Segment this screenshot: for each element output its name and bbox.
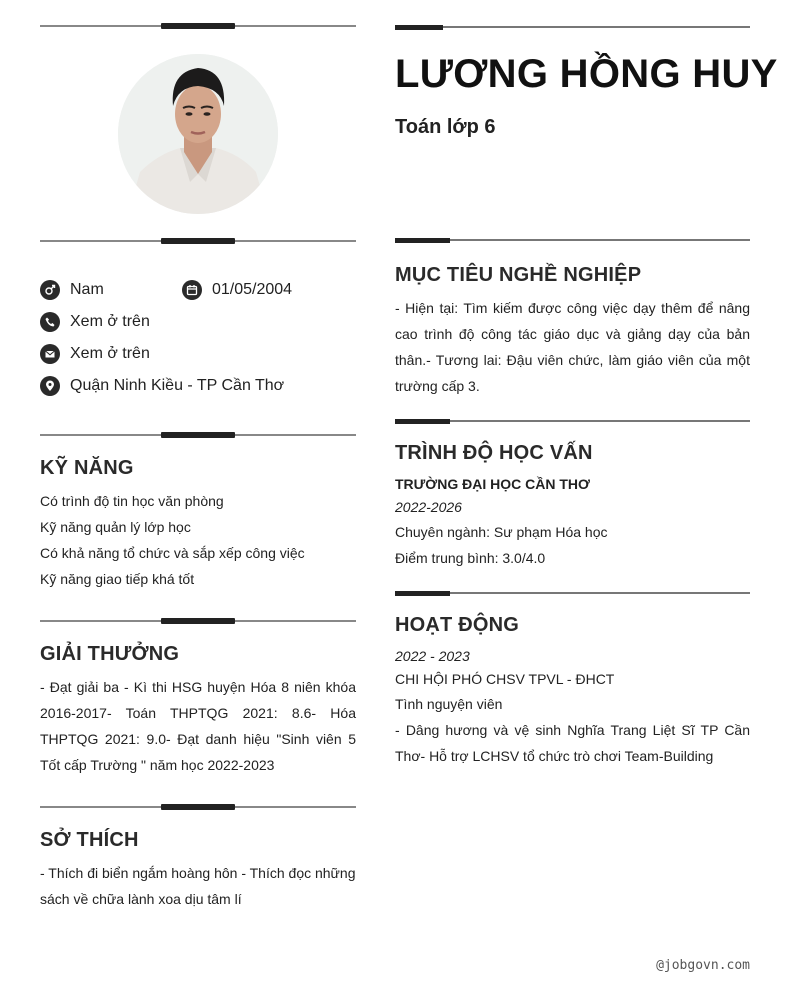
- info-email: [40, 342, 150, 366]
- info-address: [40, 374, 284, 398]
- candidate-name: LƯƠNG HỒNG HUY: [395, 52, 778, 96]
- divider: [395, 238, 750, 243]
- skills-list: [40, 488, 356, 592]
- divider: [395, 419, 750, 424]
- address-text: Quận Ninh Kiều - TP Cần Thơ: [70, 377, 285, 394]
- awards-title: GIẢI THƯỞNG: [40, 643, 180, 665]
- info-birthdate: [182, 278, 292, 302]
- info-gender: [40, 278, 104, 302]
- skill-item: Kỹ năng quản lý lớp học: [40, 519, 191, 535]
- education-major: Chuyên ngành: Sư phạm Hóa học: [395, 524, 608, 540]
- phone-icon: [40, 312, 60, 332]
- activities-title: HOẠT ĐỘNG: [395, 614, 520, 636]
- info-phone: [40, 310, 150, 334]
- divider: [395, 25, 750, 30]
- divider: [40, 618, 356, 624]
- avatar-image: [118, 54, 278, 214]
- divider: [40, 432, 356, 438]
- education-title: TRÌNH ĐỘ HỌC VẤN: [395, 442, 593, 464]
- applied-position: Toán lớp 6: [395, 116, 496, 138]
- education-period: 2022-2026: [395, 499, 462, 515]
- birthdate-text: 01/05/2004: [212, 281, 293, 298]
- objective-title: MỤC TIÊU NGHỀ NGHIỆP: [395, 264, 642, 286]
- divider: [395, 591, 750, 596]
- skill-item: Có khả năng tổ chức và sắp xếp công việc: [40, 545, 305, 561]
- activity-description: - Dâng hương và vệ sinh Nghĩa Trang Liệt Sĩ TP Cần Thơ- Hỗ trợ LCHSV tổ chức trò chơi Team-Building: [395, 722, 750, 764]
- school-name: TRƯỜNG ĐẠI HỌC CẦN THƠ: [395, 476, 590, 492]
- gender-icon: [40, 280, 60, 300]
- email-text: Xem ở trên: [70, 345, 150, 362]
- divider: [40, 23, 356, 29]
- email-icon: [40, 344, 60, 364]
- activity-role: Tình nguyện viên: [395, 696, 503, 712]
- activity-period: 2022 - 2023: [395, 648, 470, 664]
- gender-text: Nam: [70, 281, 104, 298]
- skill-item: Kỹ năng giao tiếp khá tốt: [40, 571, 195, 587]
- phone-text: Xem ở trên: [70, 313, 150, 330]
- hobbies-text: - Thích đi biển ngắm hoàng hôn - Thích đọc những sách về chữa lành xoa dịu tâm lí: [40, 865, 356, 907]
- awards-text: - Đạt giải ba - Kì thi HSG huyện Hóa 8 niên khóa 2016-2017- Toán THPTQG 2021: 8.6- Hóa THPTQG 2021: 9.0- Đạt danh hiệu "Sinh viên 5 Tốt cấp Trường " năm học 2022-2023: [40, 679, 356, 773]
- skills-title: KỸ NĂNG: [40, 457, 134, 479]
- hobbies-title: SỞ THÍCH: [40, 829, 139, 851]
- calendar-icon: [182, 280, 202, 300]
- activity-organization: CHI HỘI PHÓ CHSV TPVL - ĐHCT: [395, 671, 615, 687]
- objective-text: - Hiện tại: Tìm kiếm được công việc dạy thêm để nâng cao trình độ công tác giáo dục và giảng dạy của bản thân.- Tương lai: Đậu viên chức, làm giáo viên của một trường cấp 3.: [395, 300, 750, 394]
- education-gpa: Điểm trung bình: 3.0/4.0: [395, 550, 546, 566]
- location-pin-icon: [40, 376, 60, 396]
- watermark: @jobgovn.com: [656, 958, 750, 973]
- skill-item: Có trình độ tin học văn phòng: [40, 493, 224, 509]
- divider: [40, 804, 356, 810]
- avatar: [118, 54, 278, 214]
- divider: [40, 238, 356, 244]
